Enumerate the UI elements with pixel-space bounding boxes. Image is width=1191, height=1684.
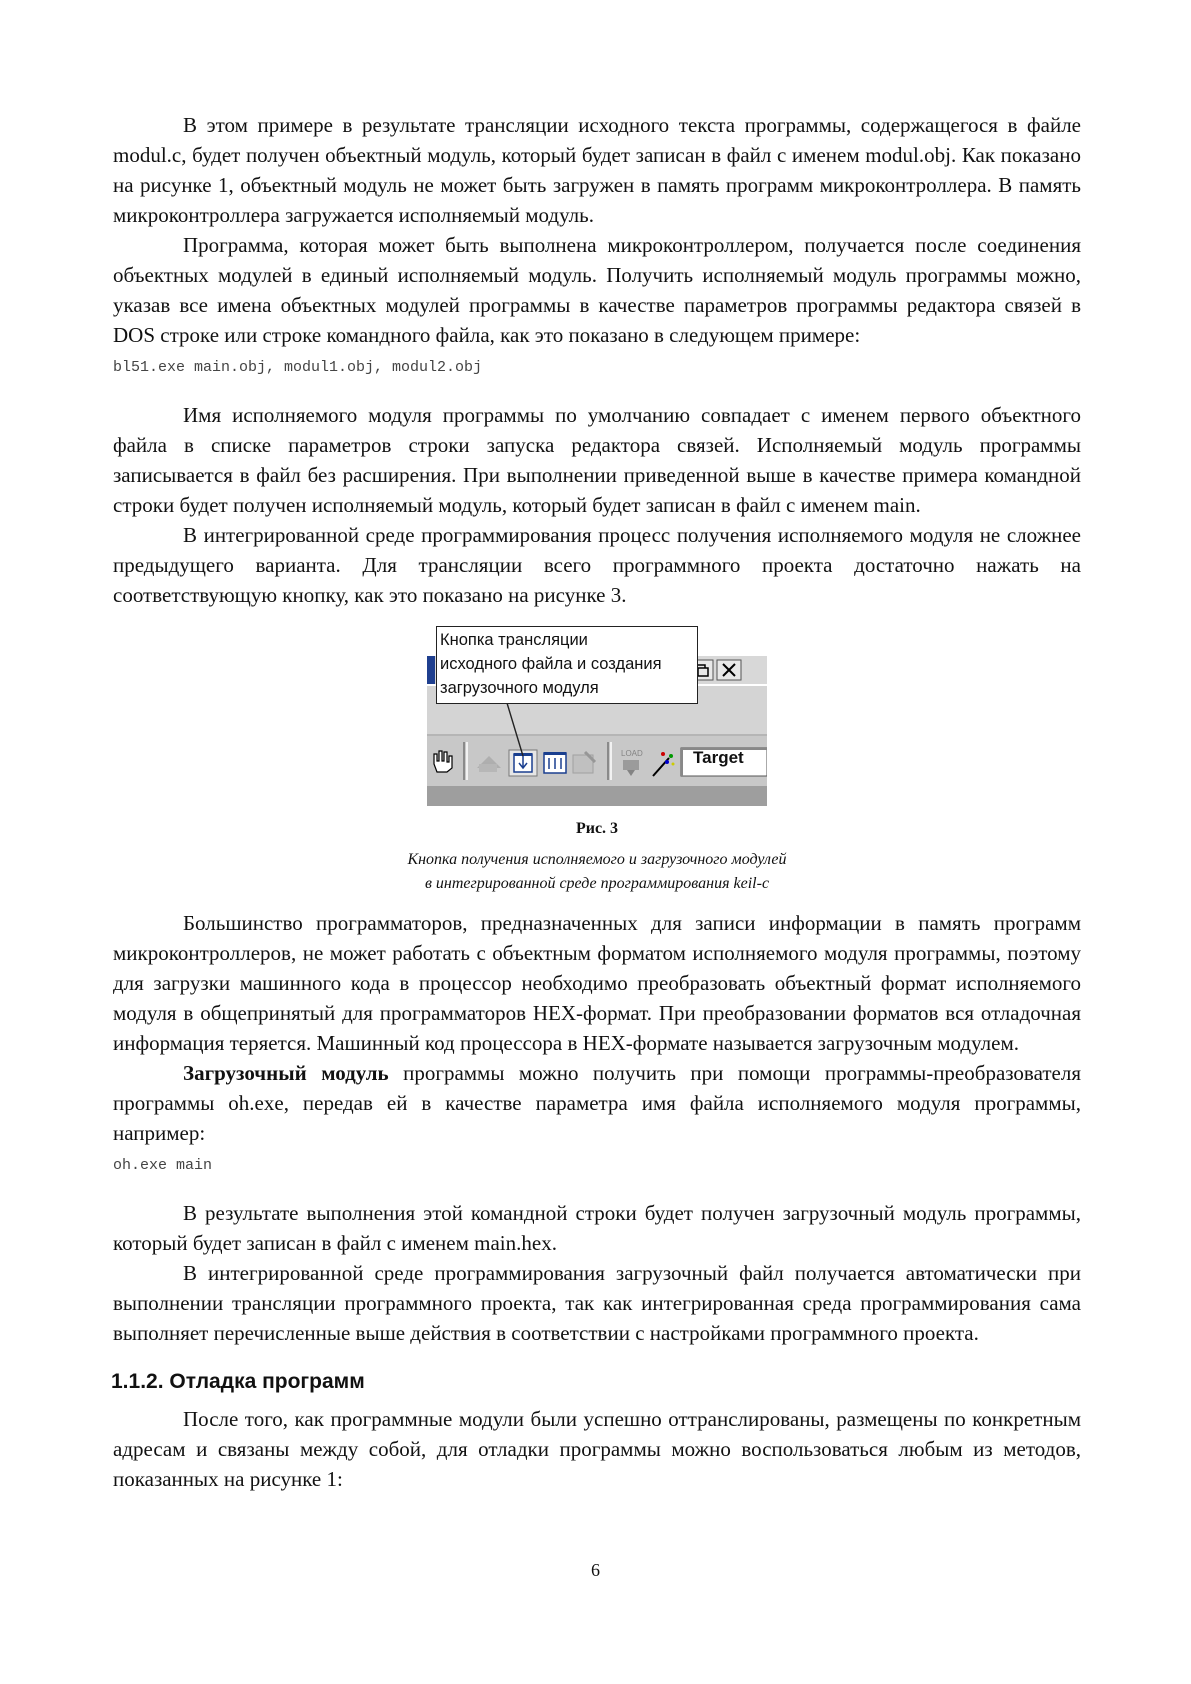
callout-box <box>436 626 698 704</box>
paragraph-5: Большинство программаторов, предназначенных для записи информации в память программ микроконтроллеров, не может работать с объектным форматом исполняемого модуля программы, поэтому для загрузки машинного кода в процессор необходимо преобразовать объектный формат исполняемого модуля в общепринятый для программаторов HEX-формат. При преобразовании форматов вся отладочная информация теряется. Машинный код процессора в HEX-формате называется загрузочным модулем. <box>113 911 1081 1055</box>
rebuild-all-icon <box>544 752 566 773</box>
figure-3 <box>427 624 767 806</box>
paragraph-1: В этом примере в результате трансляции исходного текста программы, содержащегося в файле modul.c, будет получен объектный модуль, который будет записан в файл с именем modul.obj. Как показано на рисунке 1, объектный модуль не может быть загружен в память программ микроконтроллера. В память микроконтроллера загружается исполняемый модуль. <box>113 113 1081 227</box>
callout-line-1: Кнопка трансляции <box>440 631 588 649</box>
callout-line-3: загрузочного модуля <box>440 679 599 697</box>
svg-text:LOAD: LOAD <box>621 749 643 758</box>
code-example-oh: oh.exe main <box>113 1157 213 1174</box>
stop-build-icon <box>573 752 595 773</box>
figure-caption-line-1: Кнопка получения исполняемого и загрузочного модулей <box>407 851 787 868</box>
section-heading: 1.1.2. Отладка программ <box>111 1370 365 1393</box>
target-select-text: Target <box>693 748 744 767</box>
paragraph-7: В результате выполнения этой командной строки будет получен загрузочный модуль программы, который будет записан в файл с именем main.hex. <box>113 1201 1081 1255</box>
code-example-linker: bl51.exe main.obj, modul1.obj, modul2.obj <box>113 359 483 376</box>
paragraph-9: После того, как программные модули были успешно оттранслированы, размещены по конкретным адресам и связаны между собой, для отладки программы можно воспользоваться любым из методов, показанных на рисунке 1: <box>113 1407 1081 1491</box>
close-icon <box>717 660 741 680</box>
hand-icon <box>431 748 453 772</box>
paragraph-6-text: программы можно получить при помощи программы-преобразователя программы oh.exe, передав ей в качестве параметра имя файла исполняемого модуля программы, например: <box>113 1061 1081 1145</box>
paragraph-8: В интегрированной среде программирования загрузочный файл получается автоматически при выполнении трансляции программного проекта, так как интегрированная среда программирования сама выполняет перечисленные выше действия в соответствии с настройками программного проекта. <box>113 1261 1081 1345</box>
bold-term: Загрузочный модуль <box>183 1061 389 1085</box>
paragraph-4: В интегрированной среде программирования процесс получения исполняемого модуля не сложнее предыдущего варианта. Для трансляции всего программного проекта достаточно нажать на соответствующую кнопку, как это показано на рисунке 3. <box>113 523 1081 607</box>
paragraph-2: Программа, которая может быть выполнена микроконтроллером, получается после соединения объектных модулей в единый исполняемый модуль. Получить исполняемый модуль программы можно, указав все имена объектных модулей программы в качестве параметров программы редактора связей в DOS строке или строке командного файла, как это показано в следующем примере: <box>113 233 1081 347</box>
figure-caption <box>113 848 1081 896</box>
callout-line-2: исходного файла и создания <box>440 655 662 673</box>
page-content <box>113 110 1081 1494</box>
paragraph-3: Имя исполняемого модуля программы по умолчанию совпадает с именем первого объектного файла в списке параметров строки запуска редактора связей. Исполняемый модуль программы записывается в файл без расширения. При выполнении приведенной выше в качестве примера командной строки будет получен исполняемый модуль, который будет записан в файл с именем main. <box>113 403 1081 517</box>
page-number: 6 <box>591 1560 600 1580</box>
paragraph-6 <box>113 1058 1081 1148</box>
figure-caption-line-2: в интегрированной среде программирования keil-c <box>424 875 770 892</box>
figure-label: Рис. 3 <box>575 820 619 837</box>
